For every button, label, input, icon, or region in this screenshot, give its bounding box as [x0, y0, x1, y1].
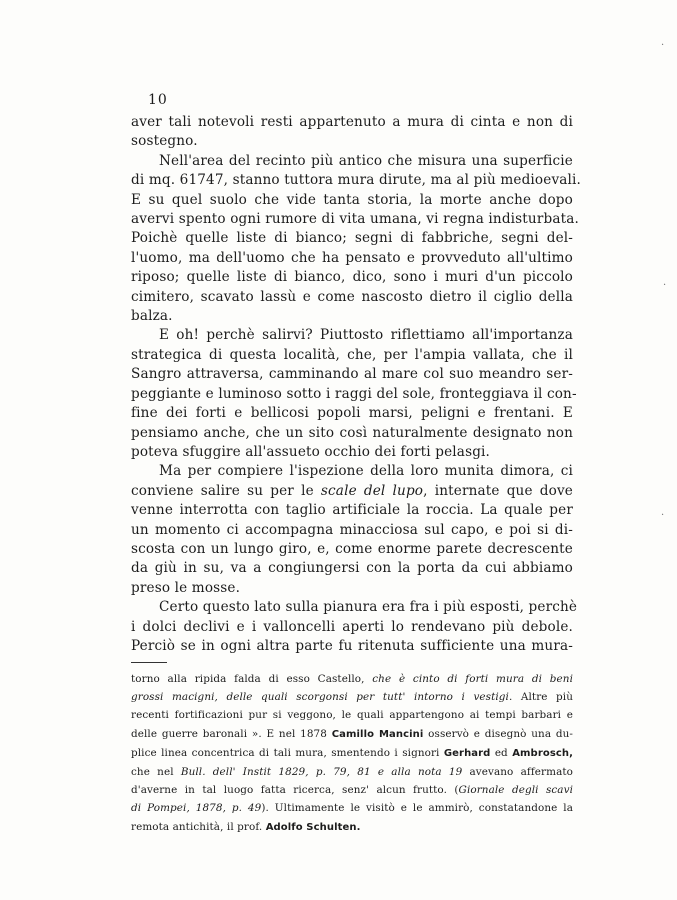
text-line: sostegno. — [131, 133, 198, 150]
bold-name: Camillo Mancini — [331, 728, 424, 740]
footnote-line — [131, 688, 573, 706]
text-segment: ed — [494, 746, 508, 759]
page-number: 10 — [148, 92, 168, 108]
text-segment: osservò e disegnò una du- — [428, 727, 574, 740]
italic-phrase: di Pompei, 1878, p. 49 — [131, 802, 262, 815]
bold-name: Ambrosch, — [512, 747, 574, 759]
text-line: riposo; quelle liste di bianco, dico, sono i muri d'un piccolo — [131, 269, 573, 286]
text-line: fine dei forti e bellicosi popoli marsi, peligni e frentani. E — [131, 405, 573, 422]
text-segment: che nel — [131, 766, 174, 779]
italic-phrase: Bull. dell' Instit 1829, p. 79, 81 e alla nota 19 — [180, 766, 463, 779]
footnote-line — [131, 763, 573, 781]
bold-name: Adolfo Schulten. — [265, 821, 361, 833]
text-line: E su quel suolo che vide tanta storia, la morte anche dopo — [131, 191, 573, 208]
text-line: i dolci declivi e i valloncelli aperti lo rendevano più debole. — [131, 618, 573, 635]
text-line: pensiamo anche, che un sito così naturalmente designato non — [131, 424, 573, 441]
text-line: peggiante e luminoso sotto i raggi del sole, fronteggiava il con- — [131, 385, 577, 402]
text-line: venne interrotta con taglio artificiale la roccia. La quale per — [131, 502, 573, 519]
text-line: aver tali notevoli resti appartenuto a mura di cinta e non di — [131, 114, 573, 130]
text-segment: Altre più — [520, 691, 573, 704]
text-line: strategica di questa località, che, per l'ampia vallata, che il — [131, 346, 573, 363]
margin-speck: · — [661, 40, 665, 51]
text-line: Perciò se in ogni altra parte fu ritenuta sufficiente una mura- — [131, 637, 573, 654]
text-segment: d'averne in tal luogo fatta ricerca, senz' alcun frutto. ( — [131, 784, 459, 797]
text-line: Sangro attraversa, camminando al mare col suo meandro ser- — [131, 366, 573, 383]
text-segment: torno alla ripida falda di esso Castello, — [131, 673, 365, 685]
text-line: da giù in su, va a congiungersi con la porta da cui abbiamo — [131, 560, 573, 577]
italic-phrase: che è cinto di forti mura di beni — [372, 673, 573, 685]
text-segment: , internate que dove — [423, 482, 573, 499]
footnote — [131, 670, 573, 837]
text-line: scosta con un lungo giro, e, come enorme parete decrescente — [131, 540, 573, 557]
text-line: Ma per compiere l'ispezione della loro munita dimora, ci — [159, 463, 573, 480]
italic-phrase: grossi macigni, delle quali scorgonsi per tutt' intorno i vestigi. — [131, 691, 513, 704]
text-line: E oh! perchè salirvi? Piuttosto riflettiamo all'importanza — [159, 327, 573, 344]
text-segment: remota antichità, il prof. — [131, 820, 263, 833]
text-segment: conviene salire su per le — [131, 482, 314, 499]
footnote-line — [131, 670, 573, 688]
footnote-line — [131, 744, 573, 763]
text-segment: ). Ultimamente le visitò e le ammirò, constatandone la — [261, 802, 573, 815]
footnote-line: recenti fortificazioni pur si veggono, le quali appartengono ai tempi barbari e — [131, 709, 573, 722]
text-line: Certo questo lato sulla pianura era fra i più esposti, perchè — [159, 599, 578, 616]
text-line: preso le mosse. — [131, 579, 241, 596]
text-line: di mq. 61747, stanno tuttora mura dirute, ma al più medioevali. — [131, 172, 581, 189]
text-segment: delle guerre baronali ». E nel 1878 — [131, 727, 327, 740]
text-line — [131, 482, 573, 501]
margin-speck: · — [661, 510, 665, 521]
text-line: cimitero, scavato lassù e come nascosto dietro il ciglio della — [131, 288, 573, 305]
italic-phrase: scale del lupo — [320, 482, 424, 499]
bold-name: Gerhard — [443, 747, 491, 759]
text-line: poteva sfuggire all'assueto occhio dei forti pelasgi. — [131, 443, 491, 460]
footnote-line — [131, 781, 573, 799]
text-line: balza. — [131, 308, 173, 325]
text-line: Nell'area del recinto più antico che misura una superficie — [159, 152, 573, 169]
margin-speck: · — [663, 280, 667, 291]
footnote-line — [131, 818, 573, 837]
footnote-rule — [131, 662, 167, 663]
main-text — [131, 113, 581, 656]
text-segment: plice linea concentrica di tali mura, smentendo i signori — [131, 746, 440, 759]
text-line: l'uomo, ma dell'uomo che ha pensato e provveduto all'ultimo — [131, 249, 573, 266]
text-line: avervi spento ogni rumore di vita umana, vi regna indisturbata. — [131, 211, 579, 228]
footnote-line — [131, 725, 573, 744]
footnote-line — [131, 799, 573, 817]
italic-phrase: Giornale degli scavi — [458, 784, 573, 797]
text-line: un momento ci accompagna minacciosa sul capo, e poi si di- — [131, 521, 573, 538]
text-line: Poichè quelle liste di bianco; segni di fabbriche, segni del- — [131, 230, 573, 247]
text-segment: avevano affermato — [469, 766, 573, 779]
